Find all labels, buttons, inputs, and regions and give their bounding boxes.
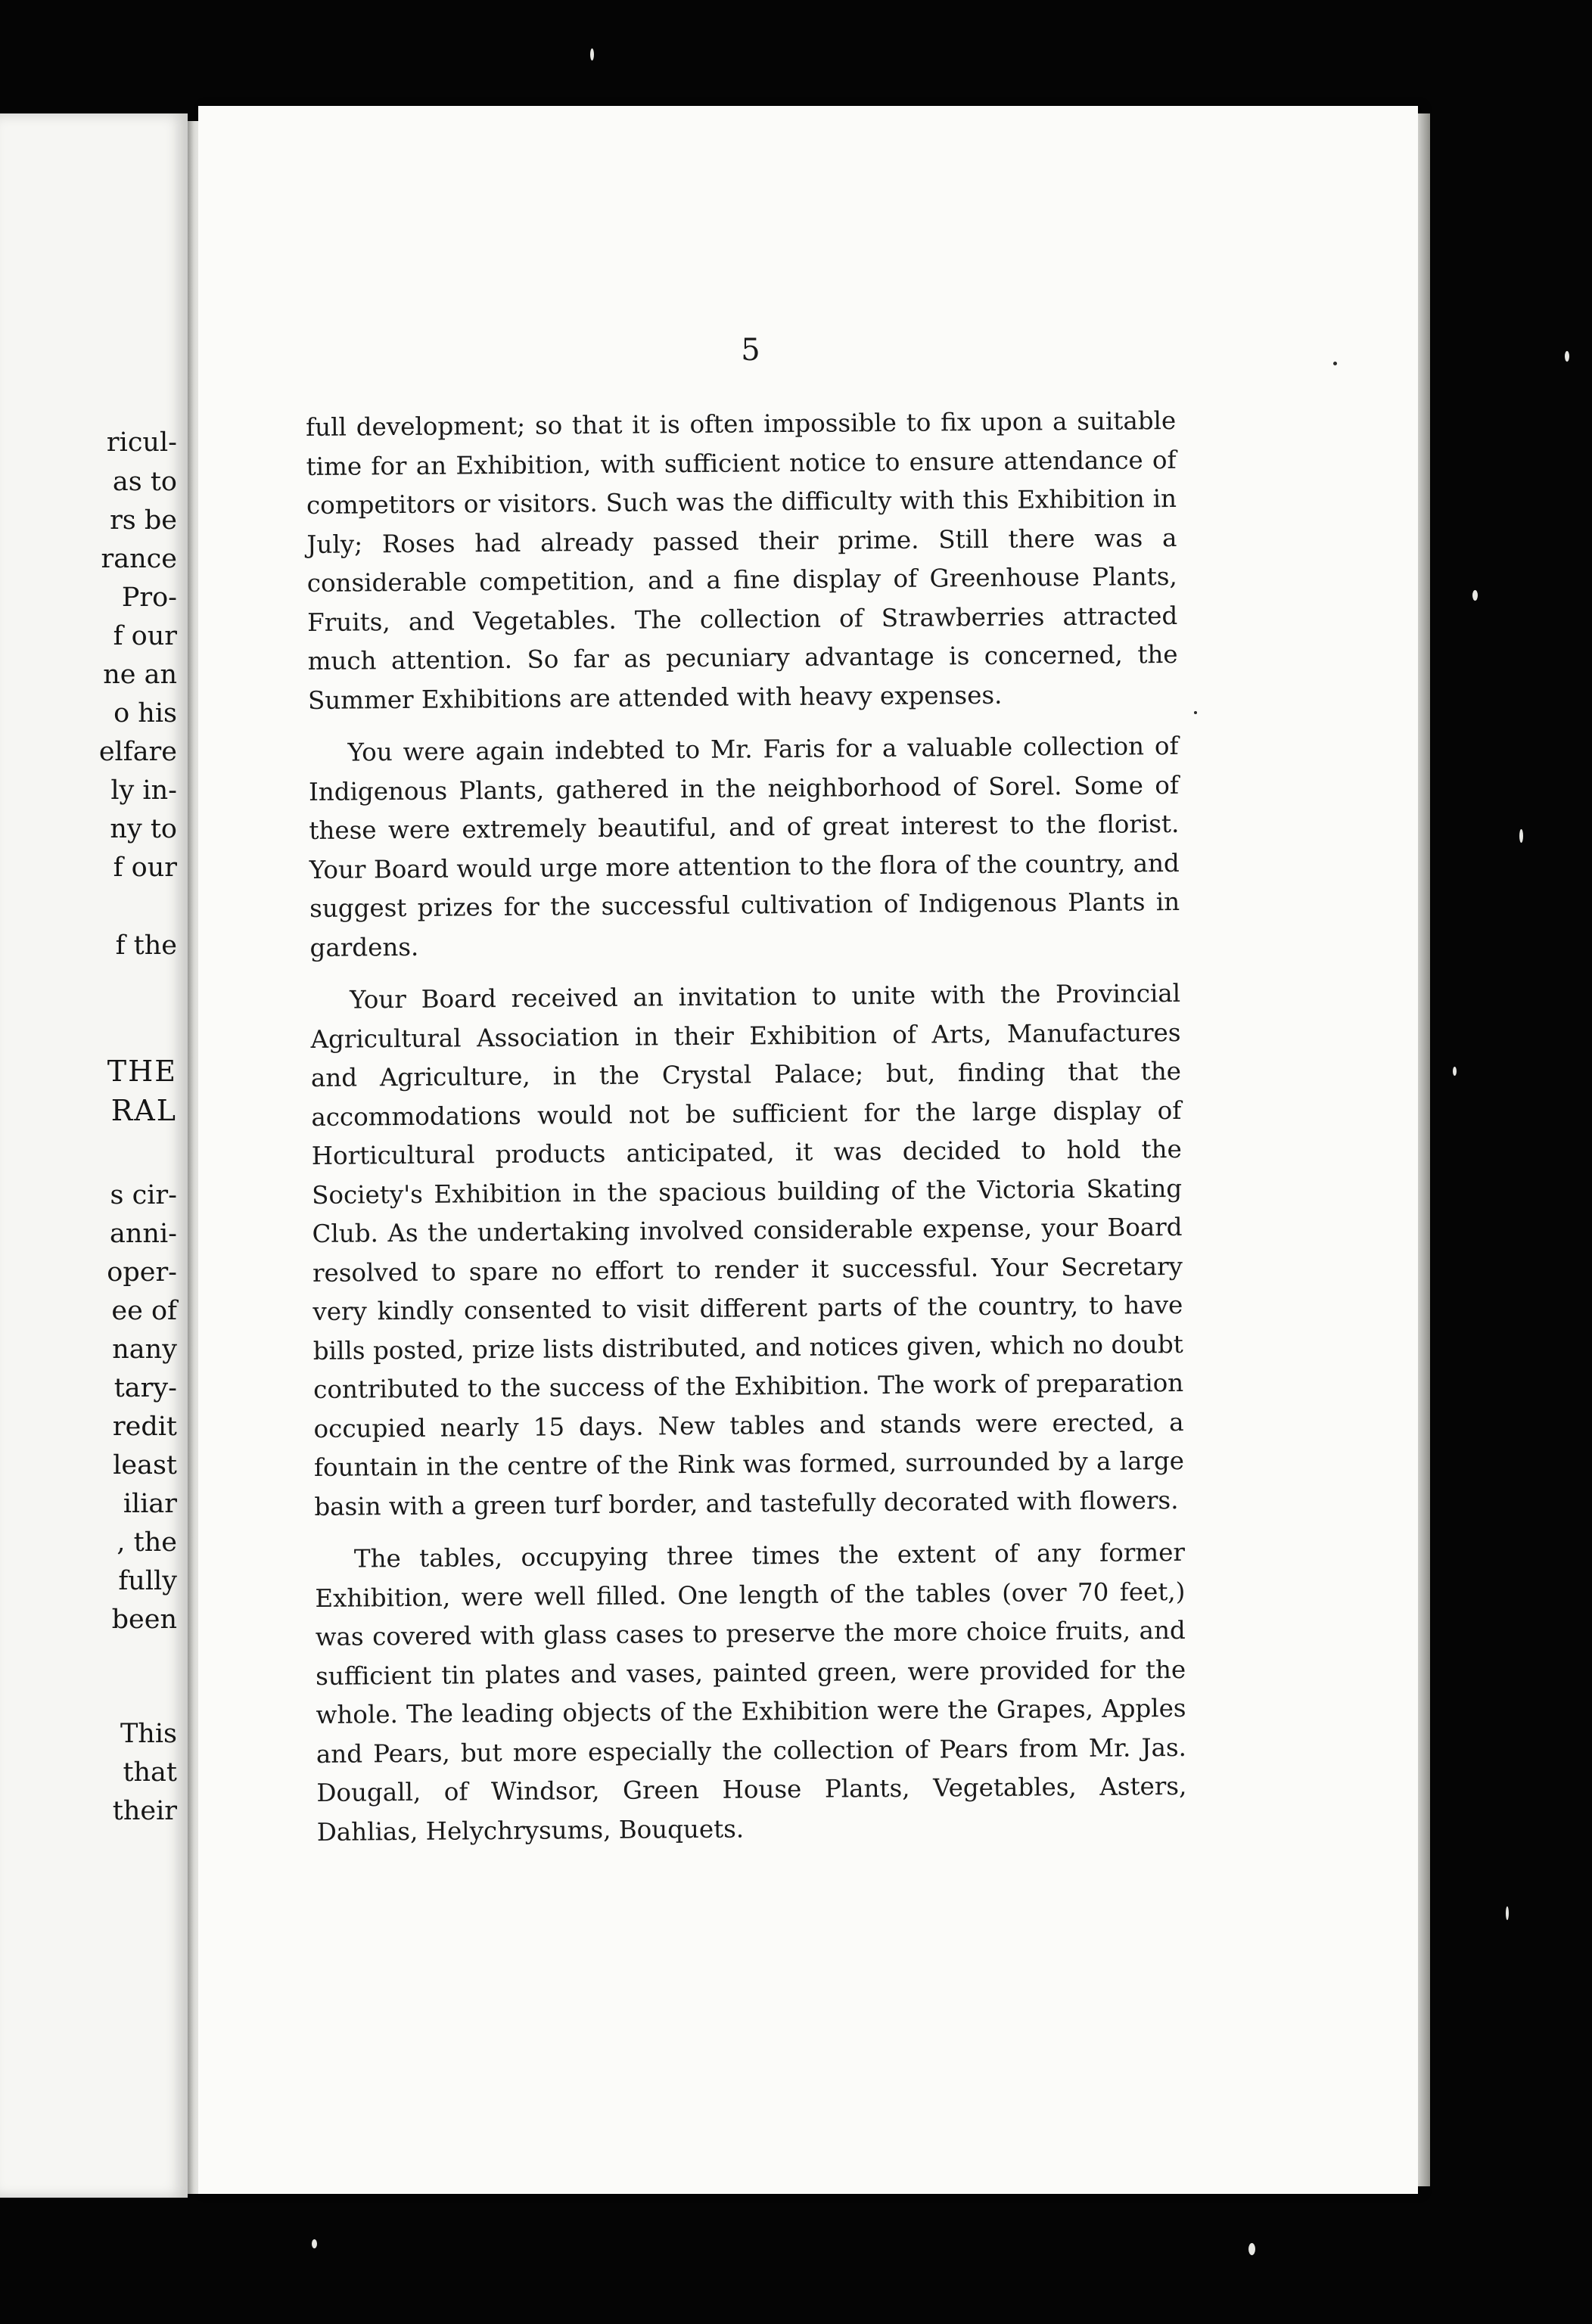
scan-speck: [1565, 351, 1569, 362]
previous-page-fragment: redit: [112, 1412, 177, 1442]
scan-speck: [1506, 1906, 1509, 1920]
previous-page-fragment: their: [112, 1796, 177, 1826]
previous-page-fragment: f our: [113, 853, 177, 883]
previous-page-fragment: ricul-: [106, 427, 177, 458]
scan-speck: [1453, 1067, 1457, 1076]
previous-page-fragment: least: [113, 1450, 177, 1480]
previous-page-fragment: rs be: [110, 505, 177, 536]
previous-page-fragment: rance: [101, 544, 177, 574]
previous-page-fragment: iliar: [123, 1489, 177, 1519]
previous-page-fragment: ly in-: [110, 775, 177, 806]
previous-page-fragment: This: [120, 1719, 177, 1749]
previous-page-fragment: ee of: [111, 1296, 177, 1326]
paragraph-indigenous-plants: You were again indebted to Mr. Faris for a valuable collection of Indigenous Plants, gathered in the neighborhood of Sorel. Some of these were extremely beautiful, and of great interest to the florist. Your Board would urge more attention to the flora of the country, and suggest prizes for the successful cultivation of Indigenous Plants in gardens.: [308, 731, 1180, 962]
previous-page-fragment: that: [123, 1757, 177, 1788]
previous-page-heading-fragment: THE: [107, 1055, 177, 1088]
scan-speck: [1472, 590, 1478, 601]
previous-page-fragment: been: [111, 1605, 177, 1635]
previous-page-fragment: ne an: [103, 660, 177, 690]
previous-page-heading-fragment: RAL: [110, 1094, 177, 1127]
page-number: 5: [741, 333, 760, 368]
previous-page-fragment: elfare: [98, 737, 177, 767]
previous-page-fragment: fully: [118, 1566, 177, 1596]
previous-page-fragment: tary-: [113, 1373, 177, 1403]
previous-page-edge: [0, 113, 188, 2198]
previous-page-fragment: , the: [117, 1527, 177, 1558]
previous-page-fragment: as to: [112, 467, 177, 497]
previous-page-fragment: Pro-: [121, 583, 177, 613]
paragraph-continued: full development; so that it is often impossible to fix upon a suitable time for an Exhibition, with sufficient notice to ensure attendance of competitors or visitors. Such was the difficulty with this Exhibition in July; Roses had already passed their prime. Still there was a considerable competition, and a fine display of Greenhouse Plants, Fruits, and Vegetables. The collection of Strawberries attracted much attention. So far as pecuniary advantage is concerned, the Summer Exhibitions are attended with heavy expenses.: [306, 405, 1178, 715]
scan-speck: [312, 2239, 317, 2248]
paragraph-exhibition-tables: The tables, occupying three times the extent of any former Exhibition, were well filled. One length of the tables (over 70 feet,) was covered with glass cases to preserve the more choice fruits, and sufficient tin plates and vases, painted green, were provided for the whole. The leading objects of the Exhibition were the Grapes, Apples and Pears, but more especially the collection of Pears from Mr. Jas. Dougall, of Windsor, Green House Plants, Vegetables, Asters, Dahlias, Helychrysums, Bouquets.: [315, 1537, 1187, 1847]
paragraph-exhibition-preparation: Your Board received an invitation to unite with the Provincial Agricultural Association in their Exhibition of Arts, Manufactures and Agriculture, in the Crystal Palace; but, finding that the accommodations would not be sufficient for the large display of Horticultural products anticipated, it was decided to hold the Society's Exhibition in the spacious building of the Victoria Skating Club. As the undertaking involved considerable expense, your Board resolved to spare no effort to render it successful. Your Secretary very kindly consented to visit different parts of the country, to have bills posted, prize lists distributed, and notices given, which no doubt contributed to the success of the Exhibition. The work of preparation occupied nearly 15 days. New tables and stands were erected, a fountain in the centre of the Rink was formed, surrounded by a large basin with a green turf border, and tastefully decorated with flowers.: [310, 978, 1185, 1521]
previous-page-fragment: f our: [113, 621, 177, 651]
page-5: [198, 106, 1418, 2194]
previous-page-fragment: f the: [115, 931, 177, 961]
page-body: [306, 402, 1187, 1866]
previous-page-fragment: anni-: [110, 1219, 177, 1249]
previous-page-fragment: oper-: [107, 1257, 177, 1288]
scan-speck: [1248, 2243, 1255, 2255]
scan-speck: [1519, 829, 1523, 843]
scan-speck: [590, 48, 594, 61]
book-gutter: [188, 121, 198, 2194]
scan-speck: [1333, 362, 1337, 365]
previous-page-fragment: o his: [113, 698, 177, 729]
previous-page-fragment: ny to: [110, 814, 177, 844]
scan-speck: [1194, 711, 1197, 714]
previous-page-fragment: s cir-: [110, 1180, 177, 1210]
page-edge-shadow: [1418, 113, 1430, 2186]
previous-page-fragment: nany: [112, 1334, 177, 1365]
